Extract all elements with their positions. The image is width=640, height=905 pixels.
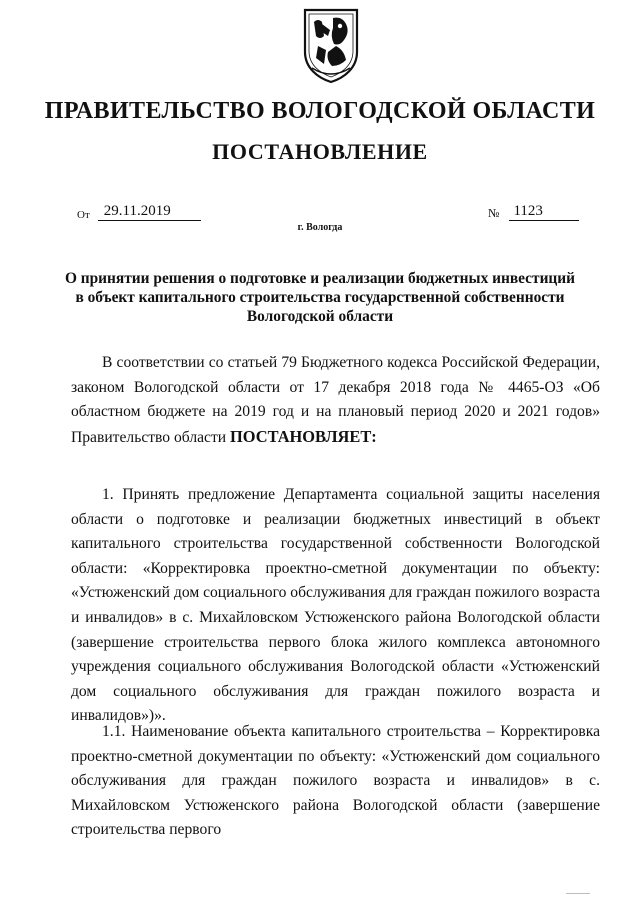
subject-line-1: О принятии решения о подготовке и реализации бюджетных инвестиций <box>64 270 576 287</box>
document-subject <box>60 269 580 326</box>
number-value: 1123 <box>509 203 578 221</box>
city-label: г. Вологда <box>297 222 343 233</box>
document-type-title: ПОСТАНОВЛЕНИЕ <box>212 139 428 164</box>
coat-of-arms-emblem <box>300 6 362 84</box>
subject-line-3: Вологодской области <box>246 308 394 325</box>
page-edge-mark <box>566 893 590 894</box>
resolution-keyword: ПОСТАНОВЛЯЕТ: <box>230 426 377 446</box>
number-field <box>488 203 579 221</box>
item-1-1-paragraph: 1.1. Наименование объекта капитального строительства – Корректировка проектно-сметной документации по объекту: «Устюженский дом социального обслуживания для граждан пожилого возраста и инвалидов» в с. Михайловском Устюженского района Вологодской области (завершение строительства первого <box>71 723 600 839</box>
intro-text: В соответствии со статьей 79 Бюджетного кодекса Российской Федерации, законом Вологодской области от 17 декабря 2018 года № 4465-ОЗ «Об областном бюджете на 2019 год и на плановый период 2020 и 2021 годов» Правительство области <box>71 354 600 446</box>
intro-paragraph <box>71 351 600 450</box>
date-label: От <box>77 209 90 221</box>
date-value: 29.11.2019 <box>98 203 201 221</box>
subject-line-2: в объект капитального строительства государственной собственности <box>75 289 565 306</box>
government-title: ПРАВИТЕЛЬСТВО ВОЛОГОДСКОЙ ОБЛАСТИ <box>44 98 596 124</box>
number-label: № <box>488 206 500 220</box>
date-field <box>77 203 201 221</box>
item-1-paragraph: 1. Принять предложение Департамента социальной защиты населения области о подготовке и реализации бюджетных инвестиций в объект капитального строительства государственной собственности Вологодской области: «Корректировка проектно-сметной документации по объекту: «Устюженский дом социального обслуживания для граждан пожилого возраста и инвалидов» в с. Михайловском Устюженского района Вологодской области (завершение строительства первого блока жилого комплекса автономного учреждения социального обслуживания Вологодской области «Устюженский дом социального обслуживания для граждан пожилого возраста и инвалидов»)». <box>71 486 600 725</box>
